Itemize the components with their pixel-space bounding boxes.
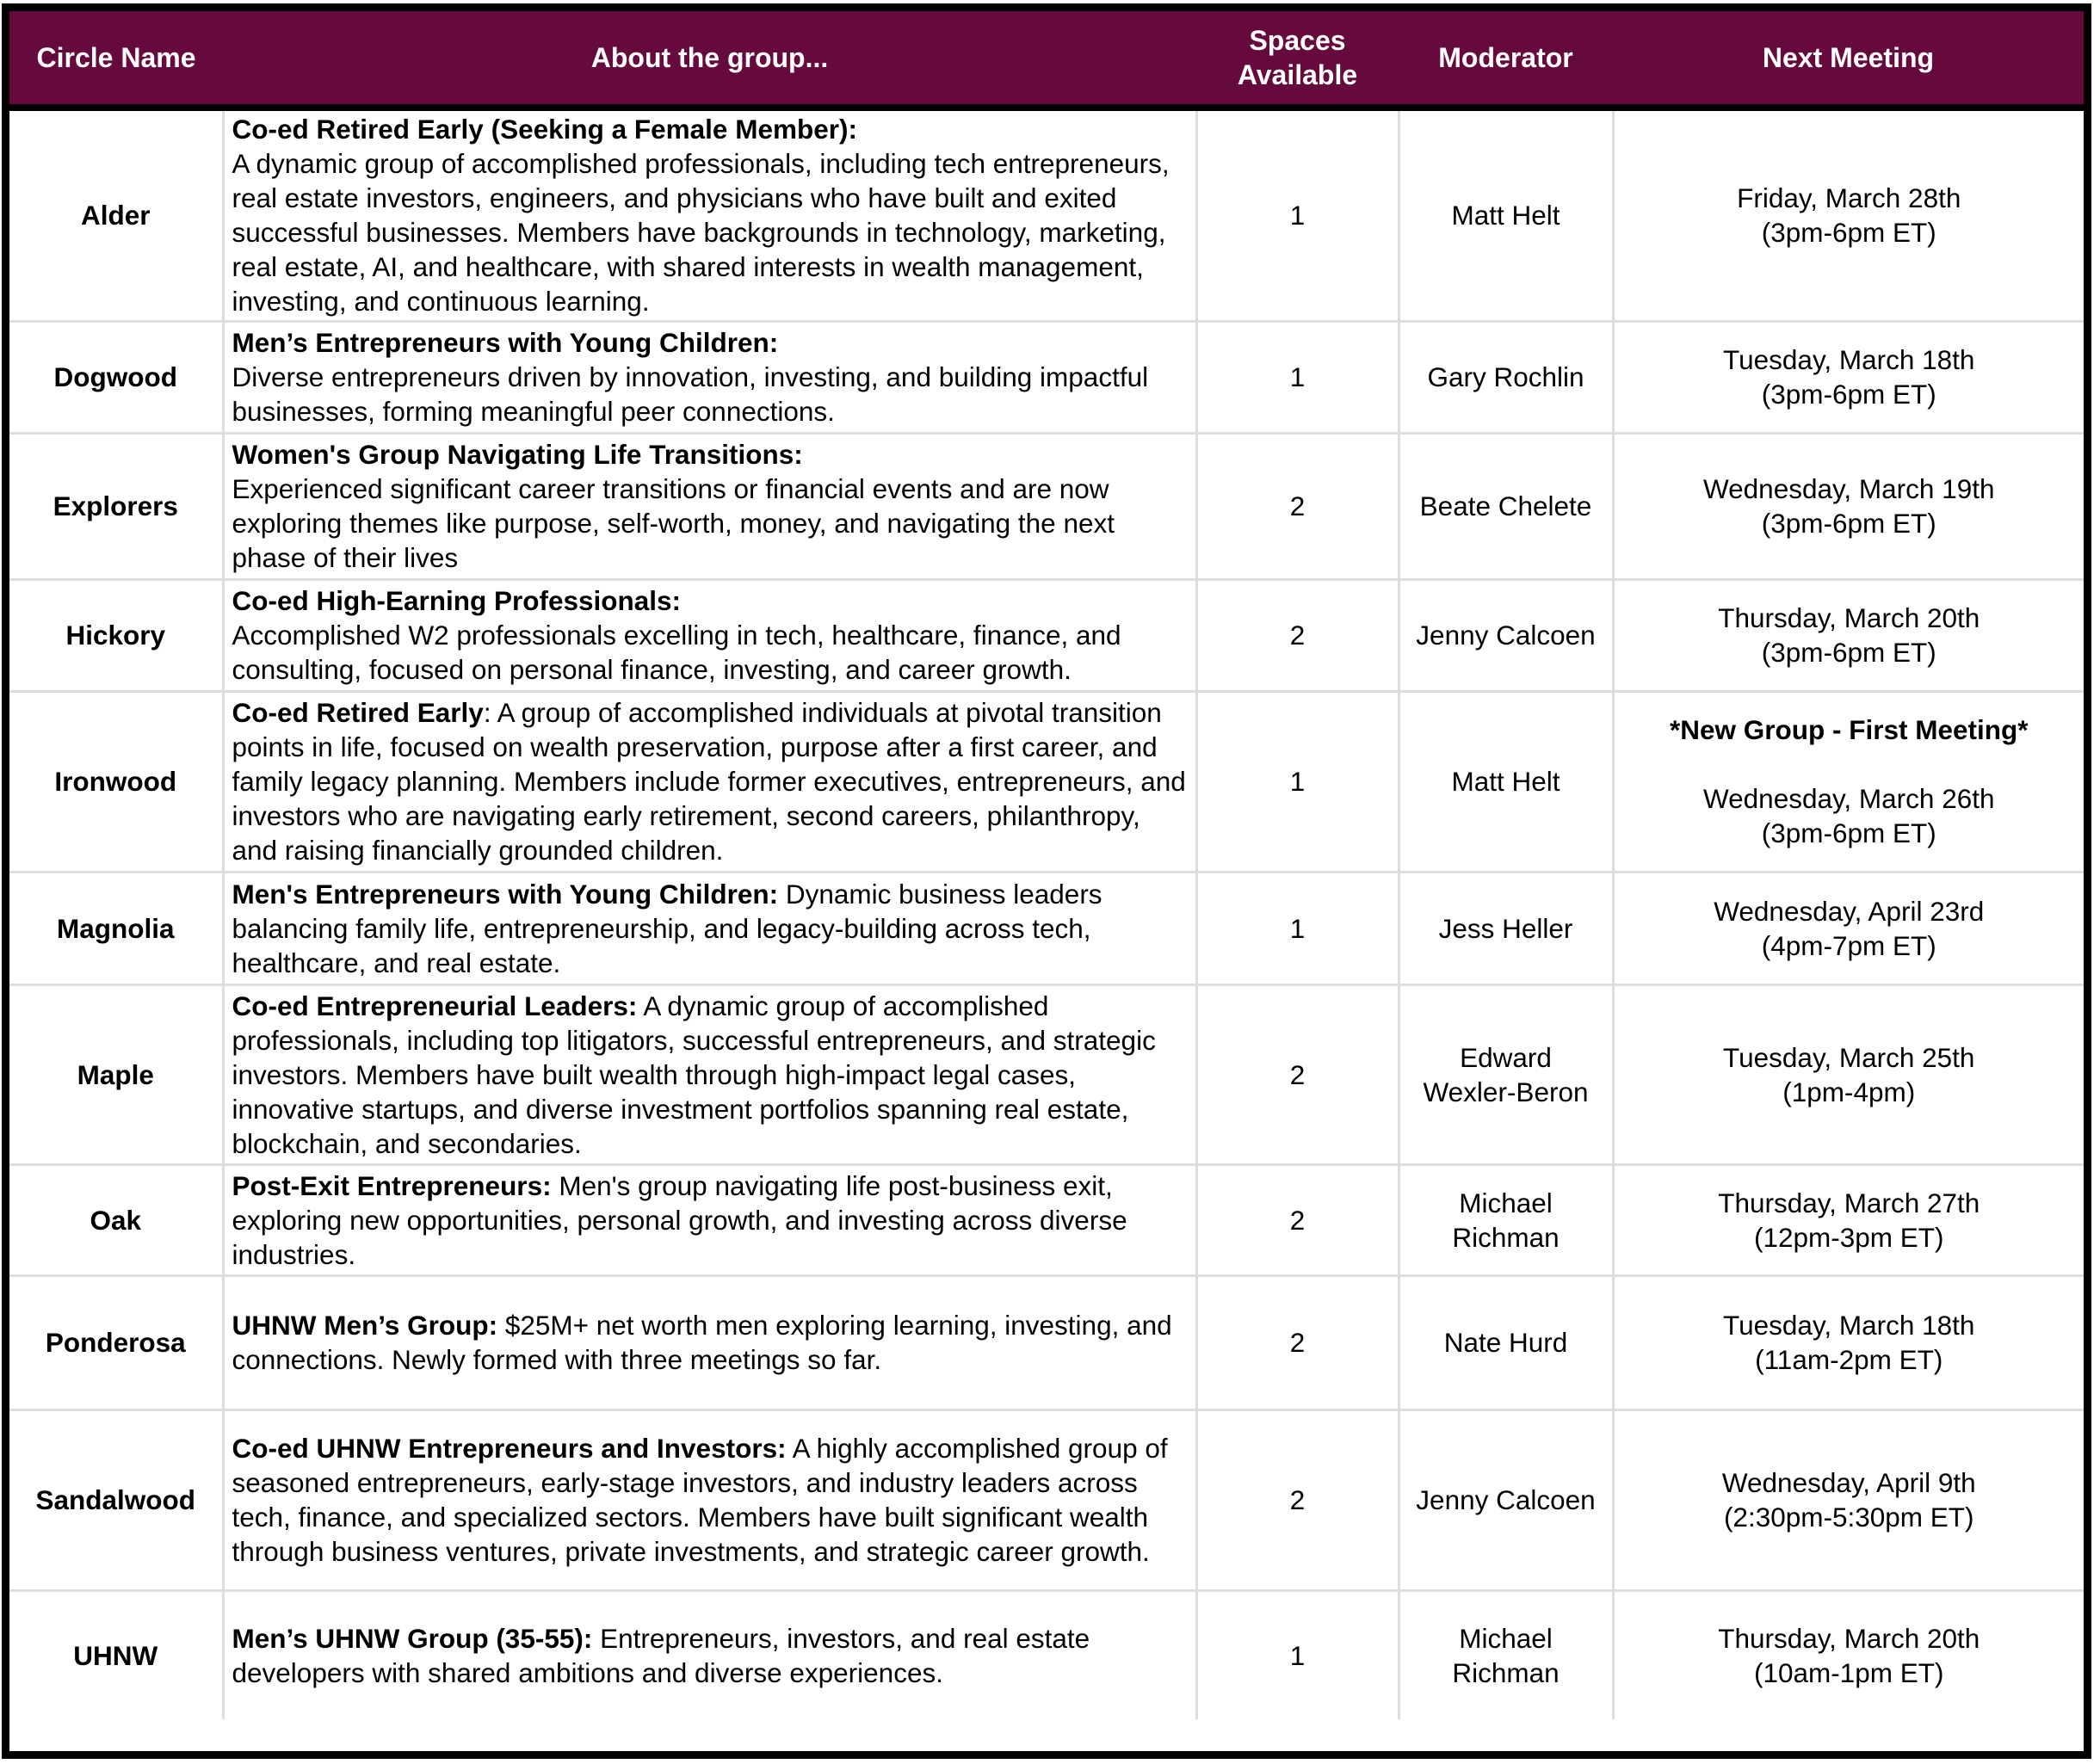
meeting-date: Friday, March 28th: [1737, 182, 1961, 214]
moderator-line1: Beate Chelete: [1419, 490, 1592, 521]
about-title: Men’s Entrepreneurs with Young Children:: [232, 327, 779, 358]
next-meeting-cell: [1613, 1164, 2084, 1275]
meeting-time: (4pm-7pm ET): [1761, 929, 1936, 961]
header-spaces-available: [1196, 11, 1399, 108]
meeting-time: (10am-1pm ET): [1753, 1656, 1944, 1688]
circle-name: Dogwood: [9, 321, 223, 433]
about-title: Co-ed Retired Early (Seeking a Female Member):: [232, 114, 857, 145]
header-about: About the group...: [223, 11, 1196, 108]
about-text: A dynamic group of accomplished professionals, including top litigators, successful entrepreneurs, and strategic investors. Members have built wealth through high-impact legal cases, innovative startups, and diverse investment portfolios spanning real estate, blockchain, and secondaries.: [232, 990, 1156, 1159]
about-text: Accomplished W2 professionals excelling in tech, healthcare, finance, and consulting, focused on personal finance, investing, and career growth.: [232, 620, 1121, 685]
circle-name: UHNW: [9, 1590, 223, 1719]
moderator-cell: [1399, 579, 1613, 691]
moderator-line2: Wexler-Beron: [1423, 1076, 1589, 1107]
about-title: Co-ed Entrepreneurial Leaders:: [232, 990, 638, 1021]
next-meeting-cell: [1613, 1590, 2084, 1719]
circle-name: Maple: [9, 984, 223, 1164]
moderator-line1: Jenny Calcoen: [1416, 1484, 1596, 1515]
spaces-available: 1: [1196, 691, 1399, 872]
table-row: [9, 872, 2084, 984]
circle-name: Ironwood: [9, 691, 223, 872]
next-meeting-cell: [1613, 1275, 2084, 1409]
meeting-time: (1pm-4pm): [1782, 1076, 1916, 1107]
circle-name: Hickory: [9, 579, 223, 691]
meeting-date: Tuesday, March 25th: [1723, 1041, 1975, 1073]
moderator-line1: Nate Hurd: [1443, 1327, 1568, 1358]
moderator-line1: Michael: [1459, 1187, 1553, 1218]
meeting-date: Tuesday, March 18th: [1723, 344, 1975, 375]
about-text: Experienced significant career transitions or financial events and are now exploring themes like purpose, self-worth, money, and navigating the next phase of their lives: [232, 473, 1115, 573]
circle-name: Ponderosa: [9, 1275, 223, 1409]
meeting-date: Tuesday, March 18th: [1723, 1310, 1975, 1341]
next-meeting-cell: [1613, 691, 2084, 872]
about-title: Co-ed UHNW Entrepreneurs and Investors:: [232, 1433, 787, 1464]
table-row: [9, 1164, 2084, 1275]
meeting-date: Wednesday, March 19th: [1702, 473, 1995, 504]
spaces-available: 2: [1196, 579, 1399, 691]
meeting-time: (3pm-6pm ET): [1761, 817, 1936, 848]
about-text: A highly accomplished group of seasoned entrepreneurs, early-stage investors, and industry leaders across tech, finance, and specialized sectors. Members have built significant wealth through business ventures, private investments, and strategic career growth.: [232, 1433, 1168, 1567]
next-meeting-cell: [1613, 579, 2084, 691]
table-row: [9, 433, 2084, 579]
about-cell: [223, 1409, 1196, 1590]
table-row: [9, 984, 2084, 1164]
meeting-date: Wednesday, March 26th: [1702, 783, 1995, 814]
spaces-available: 1: [1196, 108, 1399, 321]
moderator-line1: Matt Helt: [1451, 766, 1560, 797]
header-circle-name: Circle Name: [9, 11, 223, 108]
table-row: [9, 1275, 2084, 1409]
about-text: : A group of accomplished individuals at pivotal transition points in life, focused on wealth preservation, purpose after a first career, and family legacy planning. Members include former executives, entrepreneurs, and investors who are navigating early retirement, second careers, philanthropy, and raising financially grounded children.: [232, 697, 1186, 866]
meeting-time: (3pm-6pm ET): [1761, 508, 1936, 539]
about-text: $25M+ net worth men exploring learning, investing, and connections. Newly formed with three meetings so far.: [232, 1310, 1172, 1375]
header-next-meeting: Next Meeting: [1613, 11, 2084, 108]
moderator-line2: Richman: [1452, 1221, 1560, 1253]
circle-name: Sandalwood: [9, 1409, 223, 1590]
circle-name: Alder: [9, 108, 223, 321]
meeting-date: Thursday, March 27th: [1718, 1187, 1980, 1218]
circle-name: Magnolia: [9, 872, 223, 984]
about-title: UHNW Men’s Group:: [232, 1310, 498, 1341]
spaces-available: 1: [1196, 872, 1399, 984]
about-text: Diverse entrepreneurs driven by innovation, investing, and building impactful businesses, forming meaningful peer connections.: [232, 361, 1149, 427]
circles-table: [9, 11, 2084, 1719]
about-cell: [223, 1275, 1196, 1409]
moderator-cell: [1399, 433, 1613, 579]
next-meeting-cell: [1613, 433, 2084, 579]
about-cell: [223, 321, 1196, 433]
moderator-cell: [1399, 108, 1613, 321]
moderator-line1: Matt Helt: [1451, 200, 1560, 231]
table-row: [9, 579, 2084, 691]
about-cell: [223, 433, 1196, 579]
table-row: [9, 691, 2084, 872]
moderator-cell: [1399, 1164, 1613, 1275]
about-title: Co-ed Retired Early: [232, 697, 484, 728]
about-text: Entrepreneurs, investors, and real estate developers with shared ambitions and diverse experiences.: [232, 1622, 1090, 1688]
circle-name: Explorers: [9, 433, 223, 579]
about-text: Dynamic business leaders balancing family life, entrepreneurship, and legacy-building across tech, healthcare, and real estate.: [232, 878, 1102, 978]
about-cell: [223, 1164, 1196, 1275]
circle-name: Oak: [9, 1164, 223, 1275]
spaces-available: 1: [1196, 321, 1399, 433]
next-meeting-cell: [1613, 108, 2084, 321]
about-title: Post-Exit Entrepreneurs:: [232, 1169, 552, 1201]
next-meeting-cell: [1613, 1409, 2084, 1590]
spaces-available: 2: [1196, 984, 1399, 1164]
next-meeting-cell: [1613, 321, 2084, 433]
moderator-cell: [1399, 1409, 1613, 1590]
about-cell: [223, 579, 1196, 691]
table-row: [9, 108, 2084, 321]
header-spaces-line1: Spaces: [1249, 25, 1346, 56]
table-row: [9, 1409, 2084, 1590]
table-row: [9, 1590, 2084, 1719]
spaces-available: 2: [1196, 433, 1399, 579]
moderator-line1: Jess Heller: [1438, 912, 1573, 944]
meeting-time: (3pm-6pm ET): [1761, 217, 1936, 249]
about-cell: [223, 872, 1196, 984]
meeting-time: (3pm-6pm ET): [1761, 379, 1936, 410]
next-meeting-cell: [1613, 872, 2084, 984]
about-cell: [223, 691, 1196, 872]
circles-table-frame: [2, 3, 2091, 1759]
spaces-available: 2: [1196, 1164, 1399, 1275]
spaces-available: 2: [1196, 1409, 1399, 1590]
moderator-cell: [1399, 1590, 1613, 1719]
spaces-available: 2: [1196, 1275, 1399, 1409]
meeting-date: Wednesday, April 23rd: [1714, 895, 1985, 927]
about-title: Co-ed High-Earning Professionals:: [232, 585, 682, 616]
meeting-date: Thursday, March 20th: [1718, 602, 1980, 633]
about-cell: [223, 1590, 1196, 1719]
header-moderator: Moderator: [1399, 11, 1613, 108]
moderator-cell: [1399, 984, 1613, 1164]
about-title: Men's Entrepreneurs with Young Children:: [232, 878, 779, 910]
about-text: A dynamic group of accomplished professionals, including tech entrepreneurs, real estate investors, engineers, and physicians who have built and exited successful businesses. Members have backgrounds in technology, marketing, real estate, AI, and healthcare, with shared interests in wealth management, investing, and continuous learning.: [232, 148, 1170, 318]
meeting-note: *New Group - First Meeting*: [1669, 714, 2029, 745]
meeting-time: (11am-2pm ET): [1755, 1344, 1943, 1375]
meeting-date: Thursday, March 20th: [1718, 1622, 1980, 1654]
moderator-line1: Michael: [1459, 1622, 1553, 1654]
about-cell: [223, 984, 1196, 1164]
about-cell: [223, 108, 1196, 321]
moderator-cell: [1399, 872, 1613, 984]
about-title: Women's Group Navigating Life Transitions:: [232, 439, 803, 470]
meeting-time: (12pm-3pm ET): [1753, 1221, 1944, 1253]
header-spaces-line2: Available: [1237, 59, 1358, 90]
table-row: [9, 321, 2084, 433]
moderator-line1: Gary Rochlin: [1427, 361, 1584, 392]
moderator-cell: [1399, 321, 1613, 433]
meeting-time: (3pm-6pm ET): [1761, 637, 1936, 668]
moderator-cell: [1399, 1275, 1613, 1409]
header-row: [9, 11, 2084, 108]
moderator-cell: [1399, 691, 1613, 872]
about-text: Men's group navigating life post-business exit, exploring new opportunities, personal growth, and investing across diverse industries.: [232, 1169, 1127, 1270]
meeting-time: (2:30pm-5:30pm ET): [1723, 1502, 1974, 1533]
spaces-available: 1: [1196, 1590, 1399, 1719]
moderator-line1: Edward: [1460, 1041, 1552, 1073]
moderator-line2: Richman: [1452, 1656, 1560, 1688]
moderator-line1: Jenny Calcoen: [1416, 620, 1596, 651]
next-meeting-cell: [1613, 984, 2084, 1164]
about-title: Men’s UHNW Group (35-55):: [232, 1622, 593, 1654]
meeting-date: Wednesday, April 9th: [1721, 1467, 1976, 1498]
